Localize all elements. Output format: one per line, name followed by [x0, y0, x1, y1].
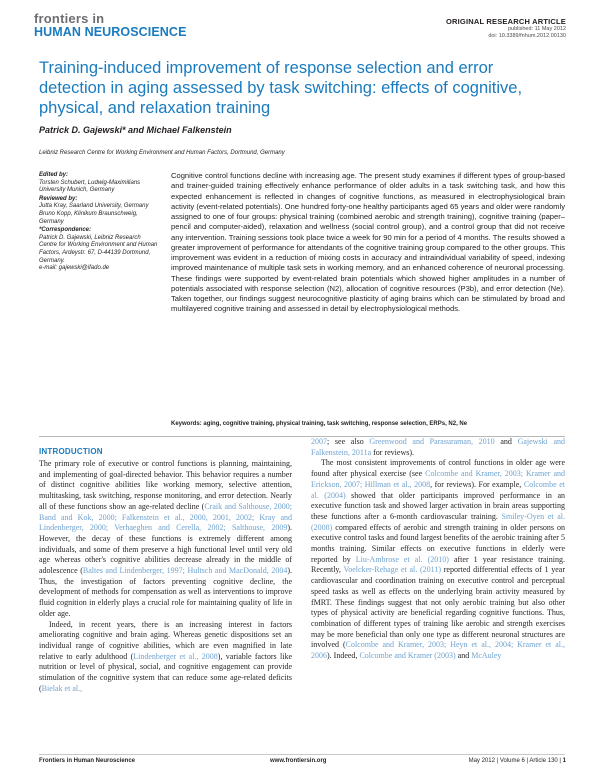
citation-link[interactable]: Colcombe et al. (2004) — [311, 479, 565, 500]
footer-issue-text: May 2012 | Volume 6 | Article 130 | — [468, 758, 563, 764]
citation-link[interactable]: Gajewski and Falkenstein, 2011a — [311, 437, 566, 457]
text-run: ). Thus, the investigation of factors preventing cognitive decline, the development of methods for compensation as well as interventions to improve fluid cognition in elderly plays a crucial role for maintaining quality of life in older age. — [39, 566, 292, 618]
text-run: The primary role of executive or control functions is planning, maintaining, and implementing of goal-directed behavior. This behavior requires a number of distinct cognitive abilities like working memory, selective attention, multitasking, task switching, response monitoring, and error detection. Nearly all of these functions show an age-related decline ( — [39, 459, 292, 511]
intro-paragraph-2 — [39, 620, 292, 695]
article-title: Training-induced improvement of response selection and error detection in aging assessed by task switching: effects of cognitive, physical, and relaxation training — [39, 59, 523, 117]
text-run: for reviews). — [371, 447, 415, 457]
citation-link[interactable]: 2007 — [311, 437, 327, 446]
citation-link[interactable]: Smiley-Oyen et al. (2008) — [311, 511, 565, 532]
edited-by-label: Edited by: — [39, 172, 69, 178]
affiliation: Leibniz Research Centre for Working Environment and Human Factors, Dortmund, Germany — [39, 150, 285, 156]
correspondence-address: Patrick D. Gajewski, Leibniz Research Centre for Working Environment and Human Factors, Ardeystr. 67, D-44139 Dortmund, Germany. — [39, 234, 158, 264]
text-run: reported differential effects of 1 year cardiovascular and coordination training on executive control and perceptual speed tasks as well as effects on the underlying brain activity measured by fMRT. These findings suggest that not only aerobic training but also other types of physical activity are beneficial regarding cognitive functions. Thus, combination of different types of training like aerobic and strength exercises may be more beneficial than only one type as different neuronal structures are involved ( — [311, 565, 565, 650]
correspondence-email[interactable]: e-mail: gajewski@ifado.de — [39, 265, 110, 272]
footer-issue — [469, 758, 566, 764]
citation-link[interactable]: Baltes and Lindenberger, 1997; Hultsch and MacDonald, 2004 — [82, 566, 288, 576]
footer-journal: Frontiers in Human Neuroscience — [39, 758, 136, 764]
correspondence-label: *Correspondence: — [39, 227, 92, 234]
citation-link[interactable]: Lindenberger et al., 2008 — [133, 651, 218, 661]
keywords — [171, 421, 565, 427]
editorial-sidebar — [39, 172, 159, 273]
journal-logo[interactable] — [34, 12, 234, 39]
text-run: , for reviews). For example, — [430, 479, 524, 489]
text-run: Indeed, in recent years, there is an increasing interest in factors ameliorating cognitive and brain aging. Whereas genetic dispositions set an individual range of cognitive abilities, which are even magnified in late relative to early adulthood ( — [39, 619, 292, 661]
citation-link[interactable]: Colcombe and Kramer (2003) — [359, 651, 456, 661]
citation-link[interactable]: Colcombe and Kramer, 2003; Heyn et al., 2004; Kramer et al., 2006 — [311, 640, 565, 661]
text-run: compared effects of aerobic and strength training in older persons on executive control tasks and found largest benefits of the aerobic training after 5 months training. Similar effects on executive functions in elderly were reported by — [311, 522, 565, 564]
section-heading-introduction: INTRODUCTION — [39, 447, 103, 456]
journal-logo-line1: frontiers in — [34, 11, 105, 26]
article-meta — [446, 17, 566, 40]
abstract: Cognitive control functions decline with increasing age. The present study examines if different types of group-based and trainer-guided training effectively enhance performance of older adults in a task switching task, and how this expected enhancement is reflected in changes of cognitive functions, as measured in electrophysiological brain activity (event-related potentials). One hundred forty-one healthy participants aged 65 years and older were randomly assigned to one of four groups: physical training (combined aerobic and strength training), cognitive training (paper–pencil and computer-aided), relaxation and wellness (social control group), and a control group that did not receive any intervention. Training sessions took place twice a week for 90 min for a period of 4 months. The results showed a greater improvement of performance for attendants of the cognitive training group compared to the other groups. This improvement was evident in a reduction of mixing costs in accuracy and intraindividual variability of speed, indexing improved maintenance of multiple task sets in working memory, and an enhanced coherence of neuronal processing. These findings were supported by event-related brain potentials which showed higher amplitudes in a number of potentials associated with response selection (N2), allocation of cognitive resources (P3b), and error detection (Ne). Taken together, our findings suggest neurocognitive plasticity of aging brains which can be stimulated by broad and multilayered cognitive training and assessed in detail by electrophysiological methods. — [171, 171, 565, 314]
reviewer-2: Bruno Kopp, Klinikum Braunschweig, Germany — [39, 210, 138, 225]
citation-link[interactable]: Colcombe and Kramer, 2003; Kramer and Erickson, 2007; Hillman et al., 2008 — [311, 469, 565, 489]
text-run: The most consistent improvements of control functions in older age were found after physical exercise (see — [311, 458, 565, 479]
intro-paragraph-3 — [311, 458, 565, 661]
text-run: ). However, the decay of these functions is extremely different among individuals, and some of them preserve a high functional level until very old age whereas other's cognitive abilities decrease already in the middle of adolescence ( — [39, 523, 292, 576]
text-run: ), variable factors like nutrition or level of physical, social, and cognitive engagement can provide stimulation of the cognitive system that can reduce some age-related deficits ( — [39, 651, 293, 693]
text-run: and — [494, 437, 518, 446]
article-type: ORIGINAL RESEARCH ARTICLE — [445, 17, 566, 26]
body-column-left — [39, 459, 292, 694]
reviewed-by-label: Reviewed by: — [39, 195, 78, 202]
citation-link[interactable]: Craik and Salthouse, 2000; Band and Kok, 2000; Falkenstein et al., 2000, 2001, 2002; Kray and Lindenberger, 2000; Verhaeghen and Cerella, 2002; Salthouse, 2009 — [39, 501, 293, 533]
keywords-label: Keywords: — [171, 421, 202, 427]
published-date: published: 11 May 2012 — [508, 26, 566, 32]
citation-link[interactable]: Bielak et al., — [41, 683, 83, 693]
text-run: after 1 year resistance training. Recently, — [311, 554, 566, 575]
citation-link[interactable]: Greenwood and Parasuraman, 2010 — [369, 437, 495, 446]
citation-link[interactable]: Liu-Ambrose et al. (2010) — [355, 554, 449, 564]
edited-by: Torsten Schubert, Ludwig-Maximilians University Munich, Germany — [39, 179, 141, 194]
body-column-right — [311, 437, 565, 662]
intro-paragraph-2-continued — [311, 437, 565, 458]
authors: Patrick D. Gajewski* and Michael Falkenstein — [39, 125, 232, 135]
doi[interactable]: doi: 10.3389/fnhum.2012.00130 — [488, 33, 566, 39]
journal-logo-line2: HUMAN NEUROSCIENCE — [34, 25, 187, 39]
citation-link[interactable]: McAuley — [471, 651, 502, 661]
page-number: 1 — [562, 758, 566, 764]
text-run: and — [455, 651, 472, 661]
reviewer-1: Jutta Kray, Saarland University, Germany — [39, 203, 149, 210]
footer-website[interactable]: www.frontiersin.org — [270, 758, 327, 764]
footer-divider — [39, 754, 565, 755]
keywords-list: aging, cognitive training, physical training, task switching, response selection, ERPs, N2, Ne — [203, 421, 468, 427]
text-run: ). Indeed, — [327, 651, 360, 661]
intro-paragraph-1 — [39, 459, 292, 620]
text-run: ; see also — [327, 437, 370, 446]
text-run: showed that older participants improved performance in an executive function task and showed larger activation in brain areas supporting these functions after a 6-month cardiovascular training. — [311, 490, 565, 521]
citation-link[interactable]: Voelcker-Rehage et al. (2011) — [343, 565, 442, 575]
